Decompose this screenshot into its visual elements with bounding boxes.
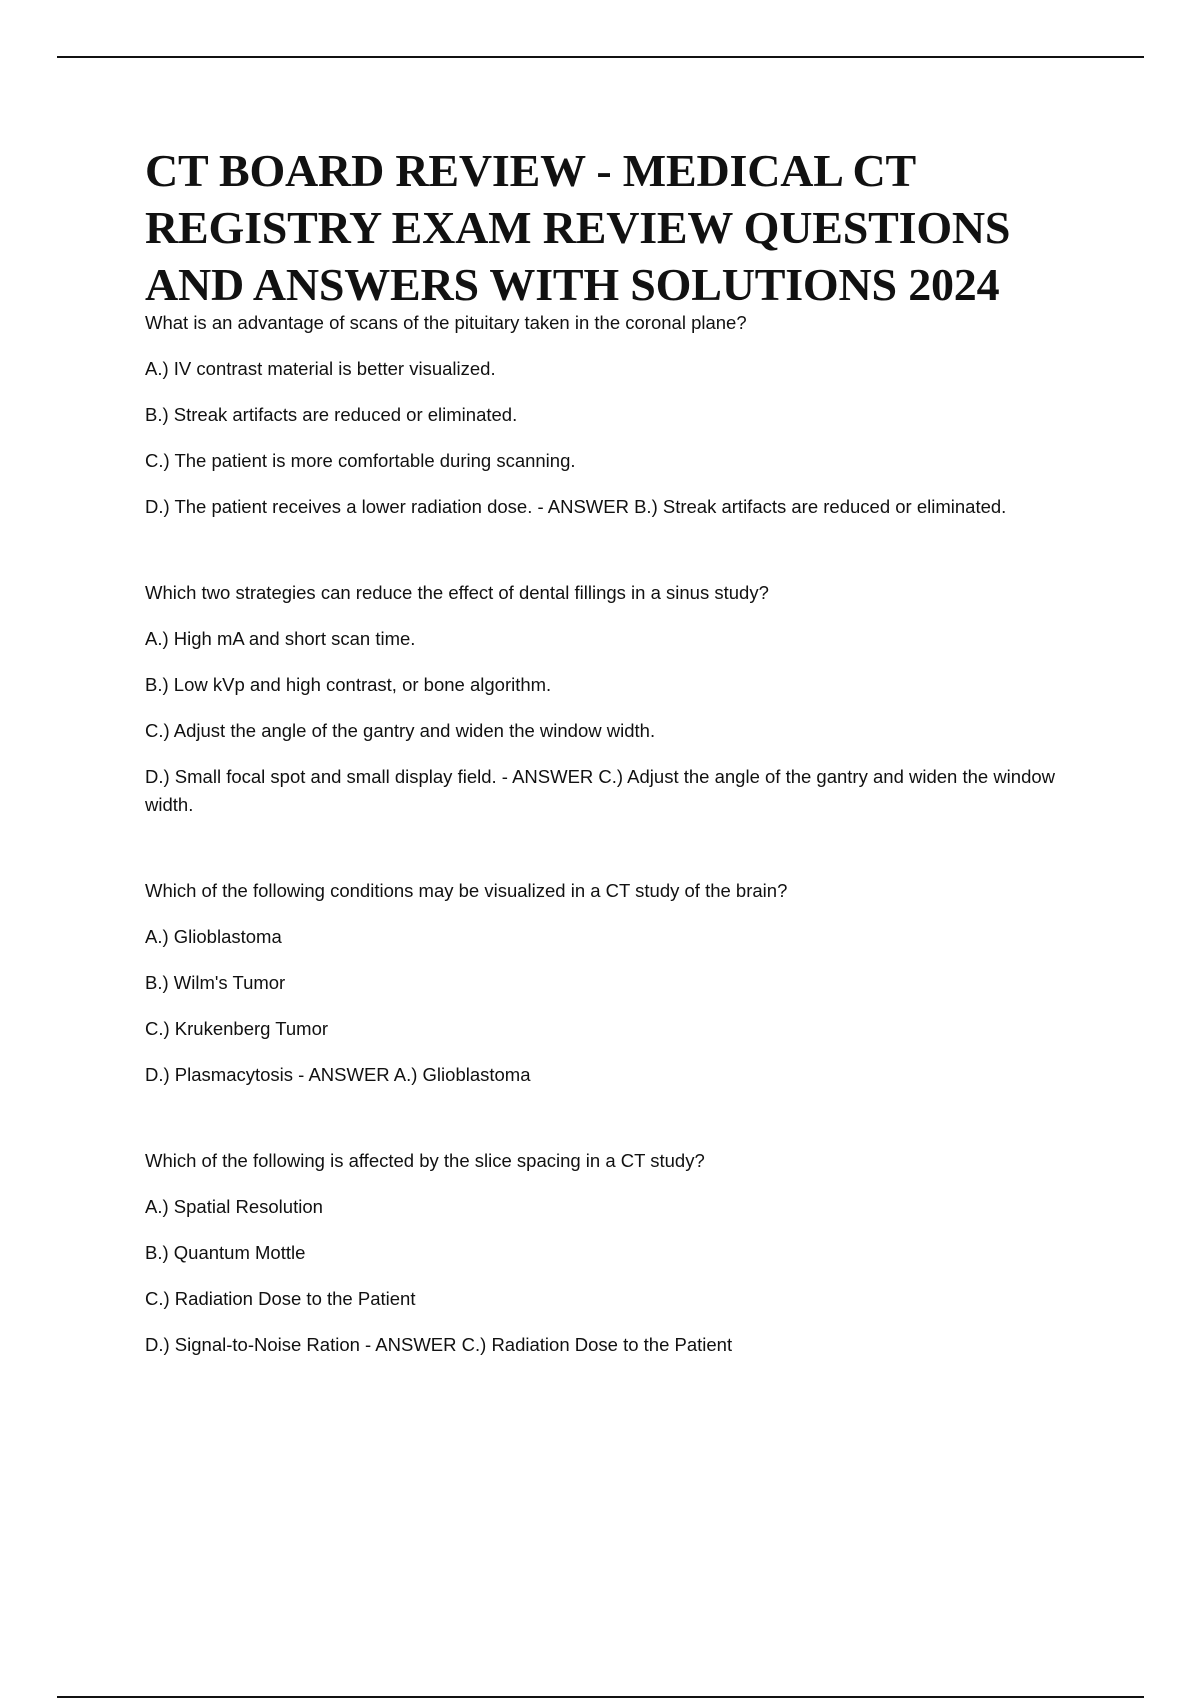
option-a: A.) Glioblastoma — [145, 926, 282, 947]
option-d-answer: D.) Small focal spot and small display field. - ANSWER C.) Adjust the angle of the gantry and widen the window width. — [145, 766, 1056, 815]
question-text: What is an advantage of scans of the pituitary taken in the coronal plane? — [145, 312, 747, 333]
option-c: C.) Krukenberg Tumor — [145, 1018, 329, 1039]
question-block-3 — [145, 877, 1105, 1089]
question-text: Which two strategies can reduce the effect of dental fillings in a sinus study? — [145, 582, 769, 603]
option-b: B.) Quantum Mottle — [145, 1242, 306, 1263]
document-title: CT BOARD REVIEW - MEDICAL CT REGISTRY EXAM REVIEW QUESTIONS AND ANSWERS WITH SOLUTIONS 2024 — [145, 145, 1011, 310]
option-b: B.) Low kVp and high contrast, or bone algorithm. — [145, 674, 552, 695]
option-d-answer: D.) Signal-to-Noise Ration - ANSWER C.) Radiation Dose to the Patient — [145, 1334, 733, 1355]
question-block-4 — [145, 1147, 1105, 1359]
option-a: A.) High mA and short scan time. — [145, 628, 416, 649]
option-d-answer: D.) The patient receives a lower radiation dose. - ANSWER B.) Streak artifacts are reduced or eliminated. — [145, 496, 1007, 517]
option-a: A.) IV contrast material is better visualized. — [145, 358, 496, 379]
option-d-answer: D.) Plasmacytosis - ANSWER A.) Glioblastoma — [145, 1064, 531, 1085]
option-c: C.) Radiation Dose to the Patient — [145, 1288, 416, 1309]
question-text: Which of the following is affected by the slice spacing in a CT study? — [145, 1150, 705, 1171]
option-c: C.) Adjust the angle of the gantry and widen the window width. — [145, 720, 656, 741]
option-a: A.) Spatial Resolution — [145, 1196, 323, 1217]
top-divider — [57, 56, 1144, 58]
question-block-2 — [145, 579, 1105, 819]
document-body — [145, 142, 1105, 1359]
option-b: B.) Streak artifacts are reduced or eliminated. — [145, 404, 518, 425]
bottom-divider — [57, 1696, 1144, 1698]
option-b: B.) Wilm's Tumor — [145, 972, 286, 993]
question-text: Which of the following conditions may be visualized in a CT study of the brain? — [145, 880, 788, 901]
question-block-1 — [145, 309, 1105, 521]
option-c: C.) The patient is more comfortable during scanning. — [145, 450, 576, 471]
